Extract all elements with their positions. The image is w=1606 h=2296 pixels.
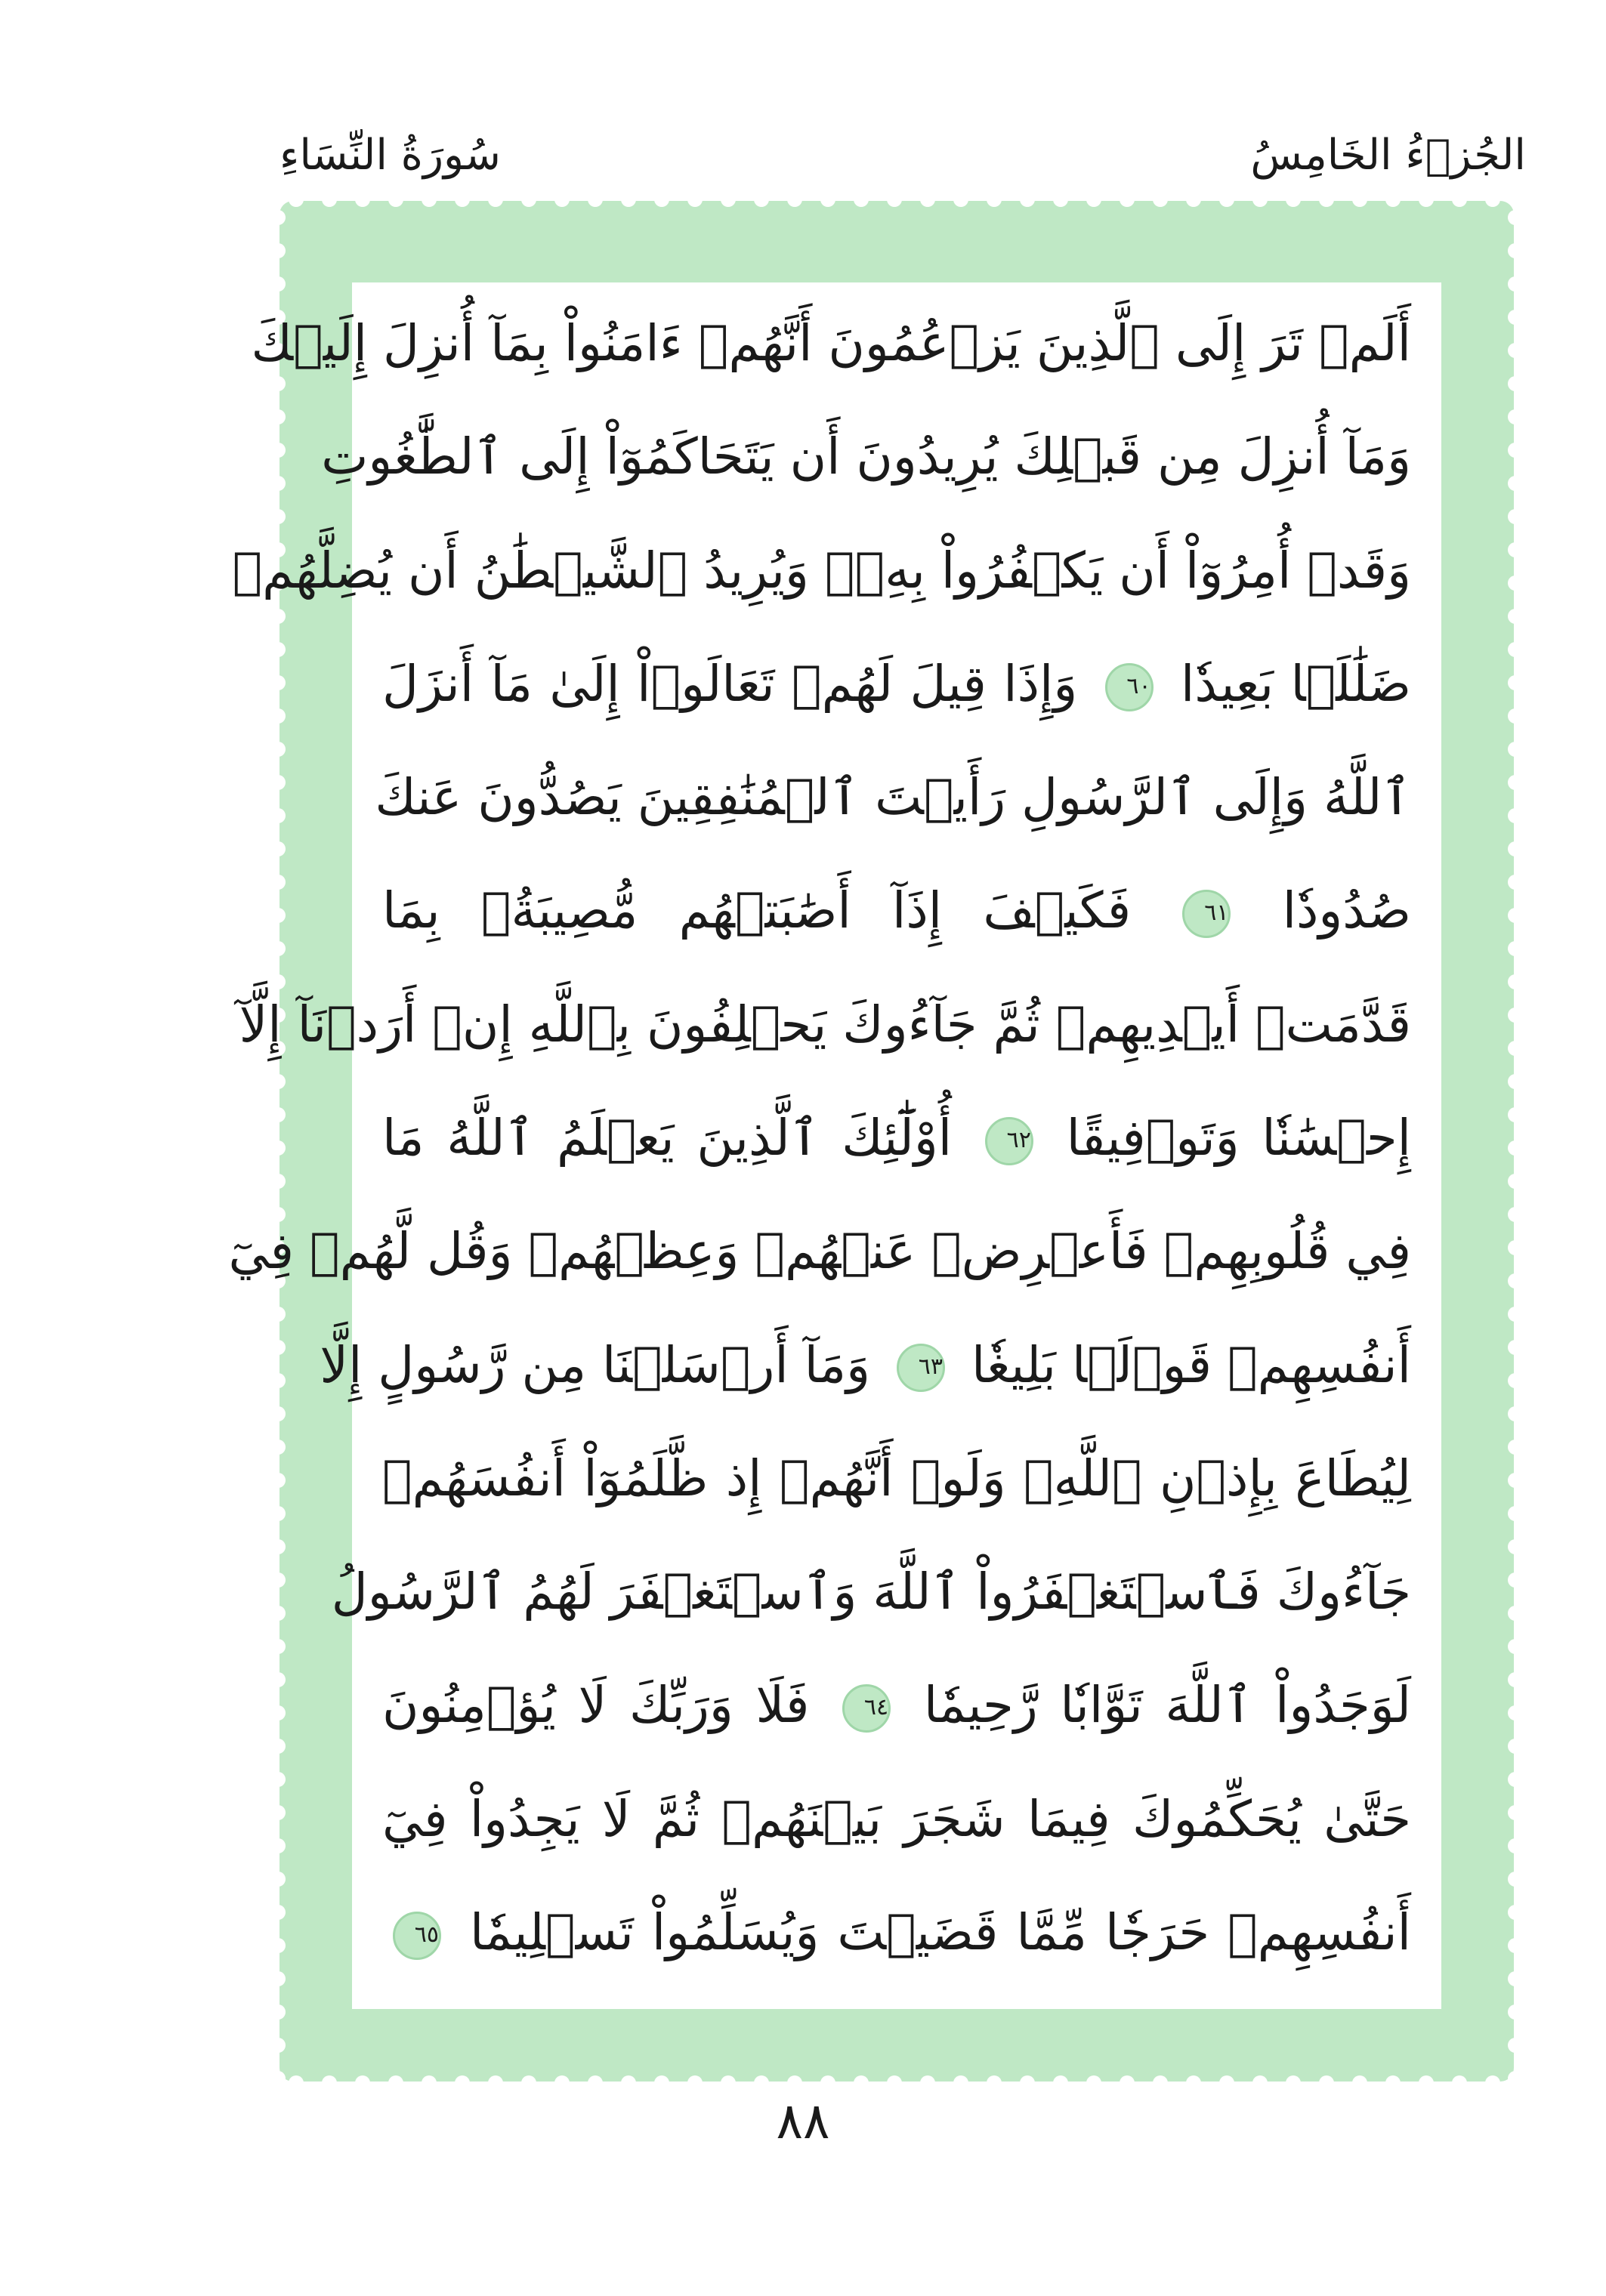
border-scallop: [1508, 1008, 1523, 1023]
border-scallop: [1252, 2075, 1268, 2091]
border-scallop: [987, 2075, 1002, 2091]
page-header: [280, 113, 1526, 196]
border-scallop: [1508, 1938, 1523, 1953]
border-scallop: [1153, 192, 1168, 207]
border-scallop: [1508, 1273, 1523, 1288]
border-scallop: [1352, 192, 1367, 207]
line-text-continued: وَإِذَا قِيلَ لَهُمۡ تَعَالَوۡاْ إِلَىٰ مَآ أَنزَلَ: [382, 654, 1078, 713]
text-line: [232, 529, 1411, 628]
border-scallop: [554, 192, 570, 207]
text-line: [321, 415, 1411, 514]
border-scallop: [654, 192, 669, 207]
border-scallop: [1508, 1639, 1523, 1654]
border-scallop: [270, 276, 286, 292]
text-line: [251, 302, 1411, 400]
border-scallop: [1508, 609, 1523, 624]
border-scallop: [270, 1672, 286, 1687]
border-scallop: [270, 808, 286, 823]
border-scallop: [270, 210, 286, 225]
line-text: جَآءُوكَ فَٱسۡتَغۡفَرُواْ ٱللَّهَ وَٱسۡتَغۡفَرَ لَهُمُ ٱلرَّسُولُ: [331, 1563, 1411, 1622]
border-scallop: [355, 2075, 370, 2091]
border-scallop: [1485, 192, 1500, 207]
border-scallop: [270, 443, 286, 458]
text-line: [382, 1891, 1411, 1989]
ayah-marker: ٦١: [1182, 890, 1231, 938]
border-scallop: [270, 1739, 286, 1754]
border-scallop: [1508, 675, 1523, 690]
border-scallop: [1352, 2075, 1367, 2091]
line-text: صُدُودٗا: [1282, 881, 1411, 940]
page-number: ٨٨: [776, 2092, 830, 2150]
border-scallop: [1020, 2075, 1035, 2091]
border-scallop: [1508, 2038, 1523, 2053]
border-scallop: [588, 192, 603, 207]
border-scallop: [1319, 192, 1334, 207]
border-scallop: [887, 192, 902, 207]
border-scallop: [1508, 1207, 1523, 1222]
ayah-marker: ٦٣: [897, 1344, 945, 1392]
border-scallop: [1053, 2075, 1068, 2091]
border-scallop: [270, 409, 286, 424]
border-scallop: [270, 1140, 286, 1156]
border-scallop: [1508, 443, 1523, 458]
text-line: [228, 1210, 1411, 1308]
text-line: [331, 1551, 1411, 1649]
border-scallop: [270, 243, 286, 258]
text-line: [382, 1664, 1411, 1762]
border-scallop: [1319, 2075, 1334, 2091]
border-scallop: [721, 192, 736, 207]
text-line: [320, 1324, 1411, 1422]
border-scallop: [1508, 1872, 1523, 1887]
border-scallop: [270, 1772, 286, 1787]
line-text-continued: أُوْلَٰٓئِكَ ٱلَّذِينَ يَعۡلَمُ ٱللَّهُ مَا: [382, 1108, 953, 1167]
border-scallop: [270, 1539, 286, 1554]
border-scallop: [1508, 1140, 1523, 1156]
border-scallop: [270, 841, 286, 856]
border-scallop: [1508, 941, 1523, 956]
border-scallop: [270, 941, 286, 956]
border-scallop: [270, 1174, 286, 1189]
border-scallop: [787, 2075, 802, 2091]
border-scallop: [1508, 708, 1523, 724]
line-text: لَوَجَدُواْ ٱللَّهَ تَوَّابٗا رَّحِيمٗا: [923, 1676, 1412, 1735]
border-scallop: [270, 1872, 286, 1887]
border-scallop: [1508, 1406, 1523, 1421]
border-scallop: [1419, 192, 1434, 207]
border-scallop: [1508, 376, 1523, 391]
border-scallop: [1508, 542, 1523, 557]
border-scallop: [1508, 2071, 1523, 2086]
border-scallop: [654, 2075, 669, 2091]
border-scallop: [1508, 1107, 1523, 1122]
border-scallop: [1508, 1074, 1523, 1089]
border-scallop: [270, 1506, 286, 1521]
ayah-marker: ٦٥: [393, 1912, 441, 1960]
border-scallop: [270, 675, 286, 690]
border-scallop: [1252, 192, 1268, 207]
border-scallop: [854, 2075, 869, 2091]
border-scallop: [388, 192, 403, 207]
border-scallop: [270, 1406, 286, 1421]
border-scallop: [270, 1572, 286, 1588]
border-scallop: [270, 875, 286, 890]
border-scallop: [488, 2075, 503, 2091]
border-scallop: [687, 2075, 703, 2091]
border-scallop: [854, 192, 869, 207]
text-line: [239, 983, 1411, 1082]
text-line: [382, 643, 1411, 741]
border-scallop: [270, 509, 286, 524]
line-text: ٱللَّهُ وَإِلَى ٱلرَّسُولِ رَأَيۡتَ ٱلۡمُنَٰفِقِينَ يَصُدُّونَ عَنكَ: [375, 768, 1411, 827]
text-line: [382, 1778, 1411, 1876]
border-scallop: [1508, 1905, 1523, 1920]
border-scallop: [987, 192, 1002, 207]
border-scallop: [1508, 1041, 1523, 1056]
border-scallop: [1508, 1506, 1523, 1521]
juz-title: الجُزۡءُ الخَامِسُ: [1250, 130, 1526, 180]
border-scallop: [1286, 2075, 1301, 2091]
border-scallop: [1286, 192, 1301, 207]
border-scallop: [289, 2075, 304, 2091]
border-scallop: [1508, 642, 1523, 657]
border-scallop: [521, 192, 536, 207]
border-scallop: [820, 2075, 835, 2091]
text-line: [375, 756, 1411, 854]
border-scallop: [455, 192, 470, 207]
border-scallop: [953, 192, 968, 207]
line-text: إِحۡسَٰنٗا وَتَوۡفِيقًا: [1066, 1108, 1411, 1167]
border-scallop: [1385, 192, 1401, 207]
border-scallop: [270, 1107, 286, 1122]
line-text: أَلَمۡ تَرَ إِلَى ٱلَّذِينَ يَزۡعُمُونَ أَنَّهُمۡ ءَامَنُواْ بِمَآ أُنزِلَ إِلَيۡكَ: [251, 314, 1411, 372]
border-scallop: [270, 1440, 286, 1455]
border-scallop: [1452, 192, 1467, 207]
border-scallop: [1219, 192, 1234, 207]
ayah-marker: ٦٢: [985, 1117, 1033, 1165]
ayah-marker: ٦٤: [842, 1684, 891, 1733]
border-scallop: [920, 192, 935, 207]
border-scallop: [1219, 2075, 1234, 2091]
border-scallop: [1385, 2075, 1401, 2091]
border-scallop: [1508, 1772, 1523, 1787]
border-scallop: [1086, 192, 1101, 207]
border-scallop: [1508, 841, 1523, 856]
border-scallop: [787, 192, 802, 207]
border-scallop: [1508, 1805, 1523, 1820]
border-scallop: [270, 1606, 286, 1621]
border-scallop: [1508, 1739, 1523, 1754]
border-scallop: [270, 1373, 286, 1388]
border-scallop: [1508, 1539, 1523, 1554]
border-scallop: [322, 2075, 337, 2091]
border-scallop: [270, 1905, 286, 1920]
border-scallop: [422, 192, 437, 207]
line-text: فِي قُلُوبِهِمۡ فَأَعۡرِضۡ عَنۡهُمۡ وَعِظۡهُمۡ وَقُل لَّهُمۡ فِيٓ: [228, 1222, 1411, 1281]
border-scallop: [521, 2075, 536, 2091]
border-scallop: [270, 1971, 286, 1986]
border-scallop: [887, 2075, 902, 2091]
text-line: [382, 869, 1411, 967]
page-frame: [228, 201, 1514, 2082]
border-scallop: [388, 2075, 403, 2091]
border-scallop: [322, 192, 337, 207]
border-scallop: [1508, 1705, 1523, 1720]
border-scallop: [270, 2071, 286, 2086]
border-scallop: [1485, 2075, 1500, 2091]
border-scallop: [1508, 576, 1523, 591]
line-text-continued: وَمَآ أَرۡسَلۡنَا مِن رَّسُولٍ إِلَّا: [320, 1335, 870, 1394]
line-text-continued: فَكَيۡفَ إِذَآ أَصَٰبَتۡهُم مُّصِيبَةُۢ بِمَا: [382, 881, 1132, 940]
border-scallop: [1508, 1440, 1523, 1455]
border-scallop: [1020, 192, 1035, 207]
border-scallop: [621, 2075, 636, 2091]
border-scallop: [754, 2075, 769, 2091]
border-scallop: [1508, 243, 1523, 258]
border-scallop: [270, 1074, 286, 1089]
border-scallop: [270, 708, 286, 724]
border-scallop: [1508, 310, 1523, 325]
border-scallop: [820, 192, 835, 207]
line-text: أَنفُسِهِمۡ حَرَجٗا مِّمَّا قَضَيۡتَ وَيُسَلِّمُواْ تَسۡلِيمٗا: [469, 1903, 1411, 1961]
border-scallop: [1508, 1240, 1523, 1255]
border-scallop: [1053, 192, 1068, 207]
border-scallop: [1508, 808, 1523, 823]
border-scallop: [1508, 1174, 1523, 1189]
border-scallop: [270, 1805, 286, 1820]
line-text-continued: فَلَا وَرَبِّكَ لَا يُؤۡمِنُونَ: [382, 1676, 810, 1735]
border-scallop: [1508, 775, 1523, 790]
border-scallop: [1508, 1307, 1523, 1322]
border-scallop: [1508, 276, 1523, 292]
border-scallop: [554, 2075, 570, 2091]
border-scallop: [1419, 2075, 1434, 2091]
text-line: [382, 1097, 1411, 1195]
border-scallop: [270, 476, 286, 491]
border-scallop: [1508, 509, 1523, 524]
line-text: وَقَدۡ أُمِرُوٓاْ أَن يَكۡفُرُواْ بِهِۦۖ وَيُرِيدُ ٱلشَّيۡطَٰنُ أَن يُضِلَّهُمۡ: [232, 541, 1411, 600]
border-scallop: [920, 2075, 935, 2091]
border-scallop: [1508, 1672, 1523, 1687]
border-scallop: [270, 2004, 286, 2020]
border-scallop: [1508, 1971, 1523, 1986]
border-scallop: [687, 192, 703, 207]
border-scallop: [1508, 1373, 1523, 1388]
border-scallop: [1508, 343, 1523, 358]
border-scallop: [721, 2075, 736, 2091]
border-scallop: [422, 2075, 437, 2091]
border-scallop: [1508, 476, 1523, 491]
line-text: قَدَّمَتۡ أَيۡدِيهِمۡ ثُمَّ جَآءُوكَ يَحۡلِفُونَ بِٱللَّهِ إِنۡ أَرَدۡنَآ إِلَّآ: [239, 995, 1411, 1054]
text-line: [382, 1437, 1411, 1535]
border-scallop: [270, 1473, 286, 1488]
text-lines: [228, 302, 1412, 1989]
line-text: أَنفُسِهِمۡ قَوۡلَۢا بَلِيغٗا: [971, 1335, 1411, 1394]
border-scallop: [270, 1639, 286, 1654]
border-scallop: [270, 1307, 286, 1322]
border-scallop: [1120, 192, 1135, 207]
border-scallop: [455, 2075, 470, 2091]
border-scallop: [1508, 210, 1523, 225]
border-scallop: [289, 192, 304, 207]
border-scallop: [1508, 1606, 1523, 1621]
border-scallop: [270, 775, 286, 790]
border-scallop: [1508, 1473, 1523, 1488]
border-scallop: [1452, 2075, 1467, 2091]
border-scallop: [1086, 2075, 1101, 2091]
border-scallop: [270, 1340, 286, 1355]
border-scallop: [270, 742, 286, 757]
border-scallop: [488, 192, 503, 207]
line-text: ضَلَٰلَۢا بَعِيدٗا: [1181, 654, 1411, 713]
border-scallop: [270, 642, 286, 657]
text-panel: [228, 282, 1441, 2009]
border-scallop: [1508, 2004, 1523, 2020]
border-scallop: [1120, 2075, 1135, 2091]
border-scallop: [1508, 1572, 1523, 1588]
border-scallop: [588, 2075, 603, 2091]
surah-title: سُورَةُ النِّسَاءِ: [280, 130, 501, 180]
line-text: حَتَّىٰ يُحَكِّمُوكَ فِيمَا شَجَرَ بَيۡنَهُمۡ ثُمَّ لَا يَجِدُواْ فِيٓ: [382, 1789, 1411, 1848]
border-scallop: [1508, 742, 1523, 757]
border-scallop: [1508, 875, 1523, 890]
border-scallop: [355, 192, 370, 207]
border-scallop: [1508, 974, 1523, 989]
border-scallop: [1508, 409, 1523, 424]
border-scallop: [953, 2075, 968, 2091]
border-scallop: [621, 192, 636, 207]
border-scallop: [270, 908, 286, 923]
border-scallop: [270, 2038, 286, 2053]
border-scallop: [1508, 1340, 1523, 1355]
border-scallop: [270, 1938, 286, 1953]
line-text: لِيُطَاعَ بِإِذۡنِ ٱللَّهِۚ وَلَوۡ أَنَّهُمۡ إِذ ظَّلَمُوٓاْ أَنفُسَهُمۡ: [382, 1449, 1411, 1508]
border-scallop: [1153, 2075, 1168, 2091]
border-scallop: [1508, 1838, 1523, 1853]
line-text: وَمَآ أُنزِلَ مِن قَبۡلِكَ يُرِيدُونَ أَن يَتَحَاكَمُوٓاْ إِلَى ٱلطَّٰغُوتِ: [321, 427, 1411, 486]
ayah-marker: ٦٠: [1105, 663, 1154, 711]
border-scallop: [754, 192, 769, 207]
border-scallop: [1186, 2075, 1201, 2091]
border-scallop: [270, 1838, 286, 1853]
border-scallop: [1508, 908, 1523, 923]
border-scallop: [270, 1705, 286, 1720]
border-scallop: [1186, 192, 1201, 207]
